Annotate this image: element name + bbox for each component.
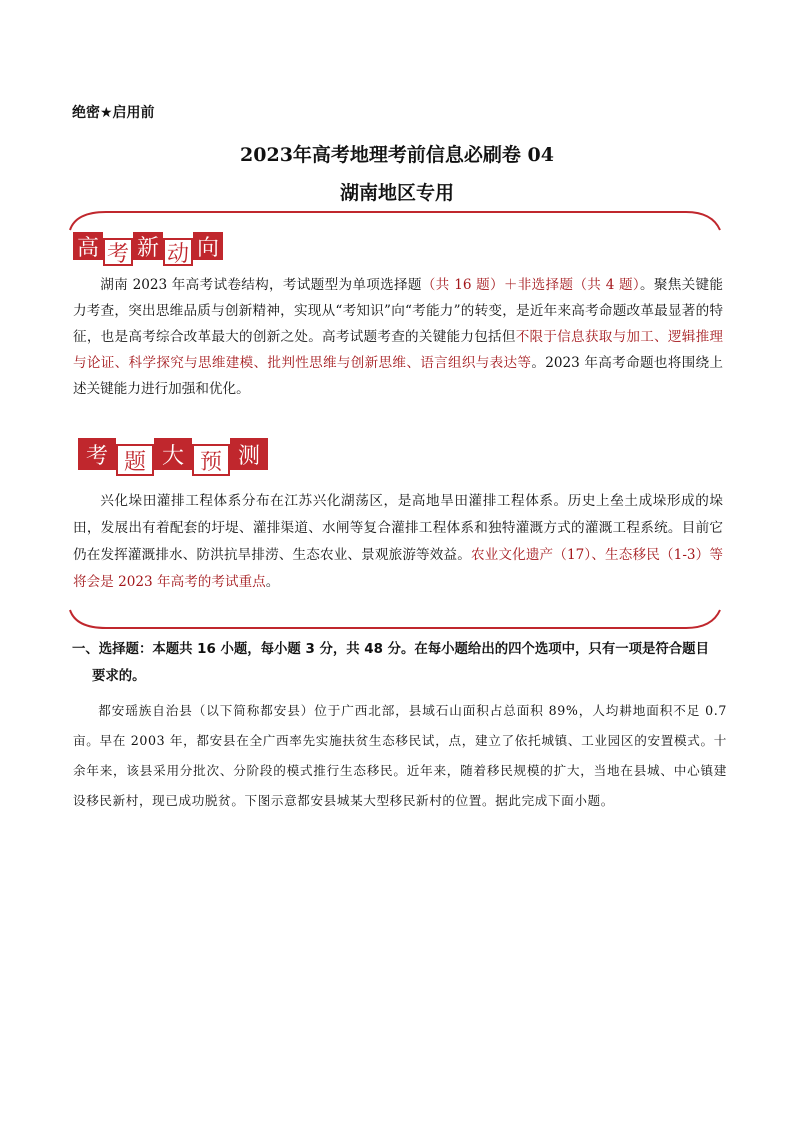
- page-subtitle: 湖南地区专用: [339, 182, 454, 204]
- exam-prediction-paragraph: [73, 488, 723, 596]
- trends-text-2: 。聚焦关键能力考查，突出思维品质与创新精神，实现从“考知识”向“考能力”的转变，是近年来高考命题改革最显著的特征，也是高考综合改革最大的创新之处。高考试题考查的关键能力包括但: [73, 277, 724, 345]
- page-title: 2023年高考地理考前信息必刷卷 04: [240, 144, 554, 166]
- prediction-text-2: 。: [265, 574, 280, 590]
- prediction-highlight-1: 农业文化遗产（17）、生态移民（1-3）等将会是 2023 年高考的考试重点: [73, 547, 724, 590]
- banner-exam-trends: [73, 232, 223, 267]
- banner-char: 测: [230, 438, 268, 470]
- trends-text-3: 。2023 年高考命题也将围绕上述关键能力进行加强和优化。: [73, 355, 723, 397]
- banner-char: 题: [116, 444, 154, 476]
- banner-char: 高: [73, 232, 103, 260]
- decorative-curve-bottom: [66, 606, 726, 634]
- reading-passage: 都安瑶族自治县（以下简称都安县）位于广西北部，县域石山面积占总面积 89%，人均耕地面积不足 0.7 亩。早在 2003 年，都安县在全广西率先实施扶贫生态移民试，点，建立了依托城镇、工业园区的安置模式。十余年来，该县采用分批次、分阶段的模式推行生态移民。近年来，随着移民规模的扩大，当地在县城、中心镇建设移民新村，现已成功脱贫。下图示意都安县城某大型移民新村的位置。据此完成下面小题。: [73, 703, 727, 808]
- confidential-label: 绝密★启用前: [72, 105, 155, 121]
- instructions-line-1: 一、选择题：本题共 16 小题，每小题 3 分，共 48 分。在每小题给出的四个选项中，只有一项是符合题目: [72, 642, 709, 657]
- question-instructions: [72, 636, 726, 690]
- banner-exam-prediction: [78, 438, 268, 475]
- exam-trends-paragraph: [73, 272, 723, 402]
- banner-char: 大: [154, 438, 192, 470]
- banner-char: 考: [78, 438, 116, 470]
- prediction-text-1: 兴化垛田灌排工程体系分布在江苏兴化湖荡区，是高地旱田灌排工程体系。历史上垒土成垛形成的垛田，发展出有着配套的圩堤、灌排渠道、水闸等复合灌排工程体系和独特灌溉方式的灌溉工程系统。目前它仍在发挥灌溉排水、防洪抗旱排涝、生态农业、景观旅游等效益。: [73, 493, 723, 563]
- instructions-line-2: 要求的。: [92, 669, 146, 684]
- banner-char: 动: [163, 238, 193, 266]
- trends-highlight-2: 不限于信息获取与加工、逻辑推理与论证、科学探究与思维建模、批判性思维与创新思维、语言组织与表达等: [73, 329, 724, 371]
- banner-char: 向: [193, 232, 223, 260]
- banner-char: 考: [103, 238, 133, 266]
- trends-highlight-1: （共 16 题）＋非选择题（共 4 题）: [421, 277, 640, 293]
- banner-char: 预: [192, 444, 230, 476]
- trends-text-1: 湖南 2023 年高考试卷结构，考试题型为单项选择题: [100, 277, 422, 293]
- banner-char: 新: [133, 232, 163, 260]
